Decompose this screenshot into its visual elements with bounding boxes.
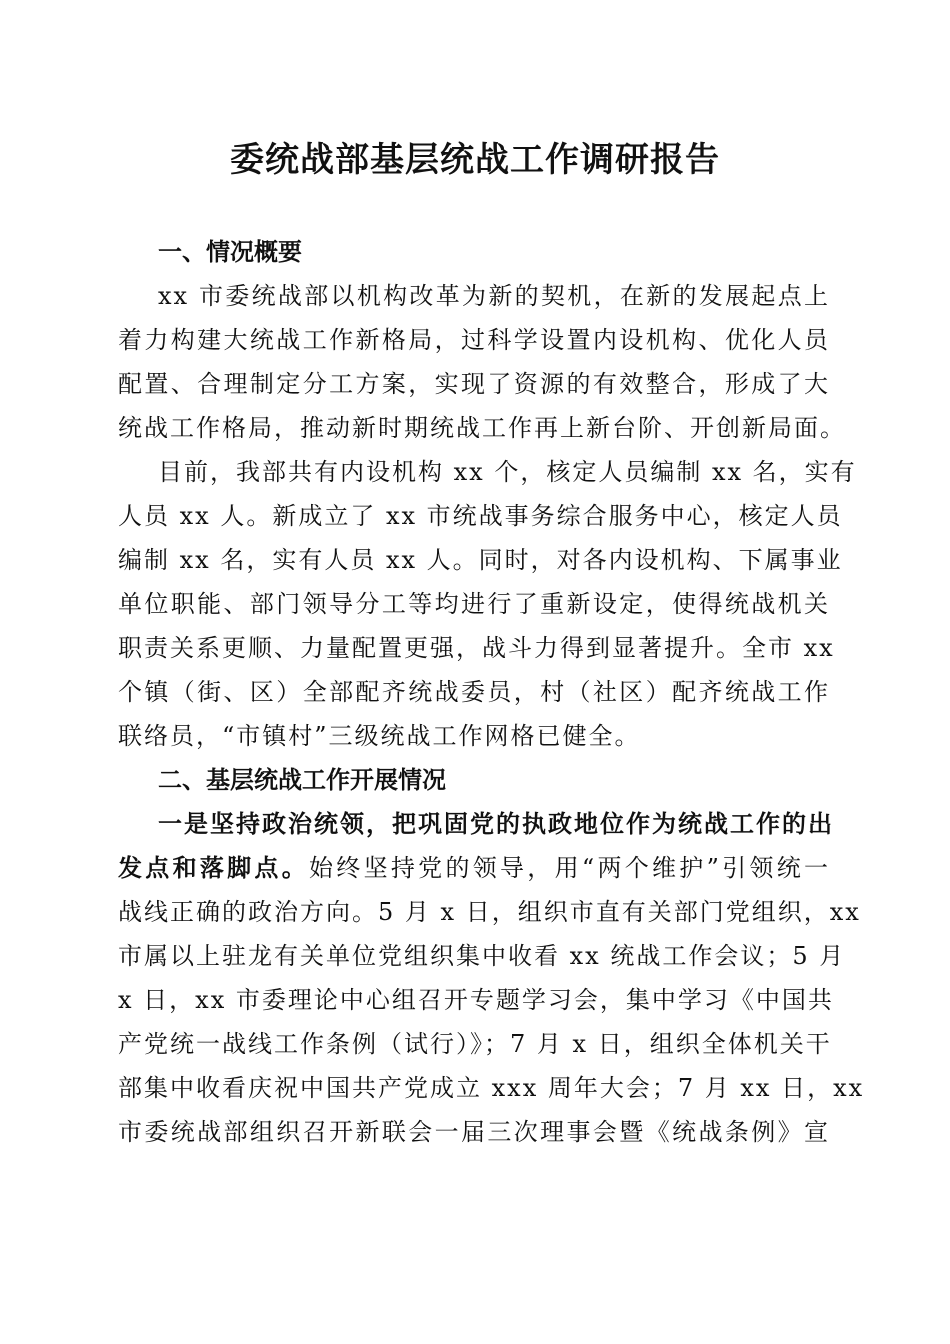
section-heading-1: 一、情况概要 xyxy=(158,238,302,266)
paragraph-line: 目前，我部共有内设机构 xx 个，核定人员编制 xx 名，实有 xyxy=(158,458,857,486)
paragraph-line: 市属以上驻龙有关单位党组织集中收看 xx 统战工作会议；5 月 xyxy=(118,942,846,970)
paragraph-line: x 日，xx 市委理论中心组召开专题学习会，集中学习《中国共 xyxy=(118,986,834,1014)
paragraph-line: 编制 xx 名，实有人员 xx 人。同时，对各内设机构、下属事业 xyxy=(118,546,843,574)
paragraph-line: 单位职能、部门领导分工等均进行了重新设定，使得统战机关 xyxy=(118,590,830,618)
paragraph-line: 职责关系更顺、力量配置更强，战斗力得到显著提升。全市 xx xyxy=(118,634,835,662)
paragraph-line: 配置、合理制定分工方案，实现了资源的有效整合，形成了大 xyxy=(118,370,830,398)
paragraph-text: 始终坚持党的领导，用“两个维护”引领统一 xyxy=(309,854,830,882)
paragraph-line: 市委统战部组织召开新联会一届三次理事会暨《统战条例》宣 xyxy=(118,1118,830,1146)
paragraph-line: 人员 xx 人。新成立了 xx 市统战事务综合服务中心，核定人员 xyxy=(118,502,843,530)
paragraph-line: xx 市委统战部以机构改革为新的契机，在新的发展起点上 xyxy=(158,282,830,310)
paragraph-line: 部集中收看庆祝中国共产党成立 xxx 周年大会；7 月 xx 日，xx xyxy=(118,1074,865,1102)
paragraph-line-bold: 一是坚持政治统领，把巩固党的执政地位作为统战工作的出 xyxy=(158,809,834,838)
document-title: 委统战部基层统战工作调研报告 xyxy=(230,140,720,180)
section-heading-2: 二、基层统战工作开展情况 xyxy=(158,766,446,794)
paragraph-line: 着力构建大统战工作新格局，过科学设置内设机构、优化人员 xyxy=(118,326,830,354)
paragraph-line: 产党统一战线工作条例（试行）》；7 月 x 日，组织全体机关干 xyxy=(118,1030,832,1058)
paragraph-line-mixed xyxy=(118,846,830,890)
paragraph-line: 统战工作格局，推动新时期统战工作再上新台阶、开创新局面。 xyxy=(118,414,846,442)
paragraph-line: 战线正确的政治方向。5 月 x 日，组织市直有关部门党组织，xx xyxy=(118,898,861,926)
document-body xyxy=(118,230,865,1154)
bold-lead-text: 发点和落脚点。 xyxy=(118,853,310,882)
paragraph-line: 联络员，“市镇村”三级统战工作网格已健全。 xyxy=(118,722,641,750)
paragraph-line: 个镇（街、区）全部配齐统战委员，村（社区）配齐统战工作 xyxy=(118,678,830,706)
